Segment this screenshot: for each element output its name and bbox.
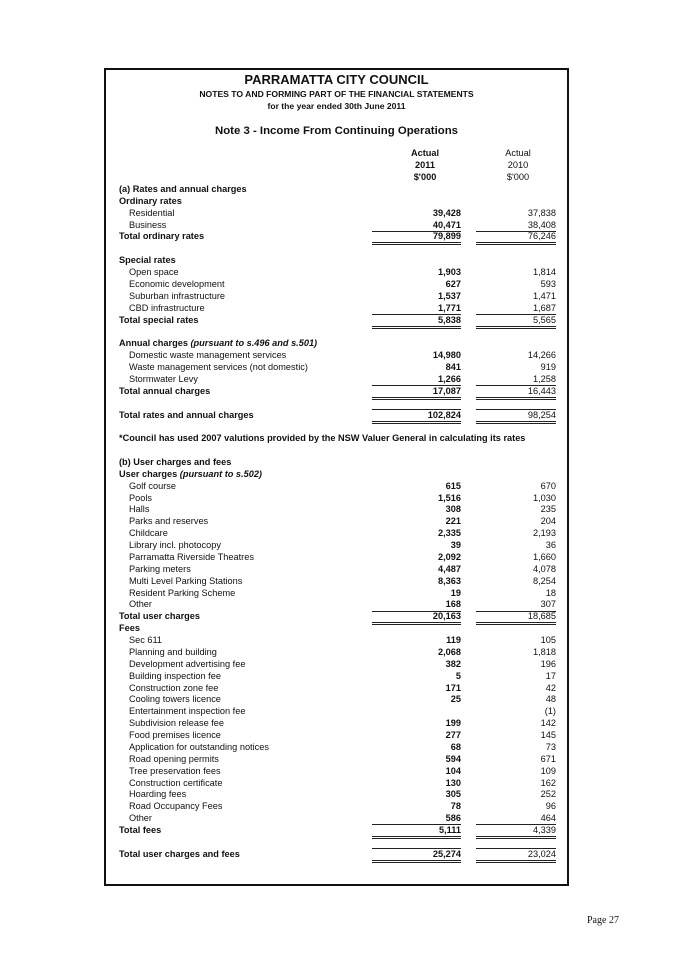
value-2010: 76,246 <box>527 231 556 242</box>
value-2010: 37,838 <box>527 207 556 218</box>
row-label: Total annual charges <box>119 385 211 396</box>
value-2010: 142 <box>540 718 556 729</box>
value-2011: 594 <box>445 753 461 764</box>
col-2011-unit: $'000 <box>413 172 437 182</box>
total-double-rule <box>476 397 556 400</box>
subtotal-rule <box>372 848 461 849</box>
subtotal-rule <box>372 611 461 612</box>
row-label: (a) Rates and annual charges <box>119 184 247 194</box>
value-2011: 305 <box>445 789 461 800</box>
row-label: Building inspection fee <box>129 670 221 681</box>
row-label: Construction certificate <box>129 777 223 788</box>
value-2011: 199 <box>445 718 461 729</box>
row-label: Library incl. photocopy <box>129 540 221 551</box>
value-2011: 277 <box>445 730 461 741</box>
value-2010: 109 <box>540 765 556 776</box>
row-label: Stormwater Levy <box>129 373 198 384</box>
value-2011: 14,980 <box>432 350 461 361</box>
value-2011: 5 <box>455 670 461 681</box>
row-label: User charges (pursuant to s.502) <box>119 468 262 479</box>
value-2010: 36 <box>545 540 556 551</box>
row-label: Ordinary rates <box>119 195 182 206</box>
value-2010: 1,814 <box>533 267 556 278</box>
value-2010: 4,339 <box>533 824 556 835</box>
row-label: Other <box>129 813 152 824</box>
col-2010-actual: Actual <box>505 148 531 158</box>
value-2011: 2,068 <box>438 646 461 657</box>
col-2010-unit: $'000 <box>506 172 530 182</box>
row-label: Total rates and annual charges <box>119 409 254 420</box>
subtotal-rule <box>476 231 556 232</box>
value-2011: 39,428 <box>432 207 461 218</box>
value-2010: 98,254 <box>527 409 556 420</box>
value-2010: 593 <box>540 278 556 289</box>
row-label: Road opening permits <box>129 753 219 764</box>
value-2011: 2,335 <box>438 528 461 539</box>
value-2010: 464 <box>540 813 556 824</box>
value-2010: 307 <box>540 599 556 610</box>
row-label: Residential <box>129 207 175 218</box>
row-label: Construction zone fee <box>129 682 219 693</box>
row-label: Domestic waste management services <box>129 350 287 361</box>
total-double-rule <box>476 421 556 424</box>
row-label: Sec 611 <box>129 635 163 646</box>
value-2010: 105 <box>540 635 556 646</box>
row-label: Tree preservation fees <box>129 765 221 776</box>
row-label: Suburban infrastructure <box>129 290 226 301</box>
subtotal-rule <box>476 824 556 825</box>
value-2010: 1,818 <box>533 646 556 657</box>
value-2010: 235 <box>540 504 556 515</box>
value-2010: 671 <box>540 753 556 764</box>
value-2010: 162 <box>540 777 556 788</box>
row-label: Childcare <box>129 528 168 539</box>
value-2011: 17,087 <box>432 385 461 396</box>
value-2010: 1,471 <box>533 290 556 301</box>
value-2011: 20,163 <box>432 611 461 622</box>
subtotal-rule <box>476 611 556 612</box>
row-label: Total user charges and fees <box>119 848 240 859</box>
value-2010: 17 <box>545 670 556 681</box>
row-label: Development advertising fee <box>129 658 246 669</box>
value-2011: 19 <box>450 587 461 598</box>
total-double-rule <box>372 421 461 424</box>
value-2010: 42 <box>545 682 556 693</box>
value-2011: 1,771 <box>438 302 461 313</box>
total-double-rule <box>372 836 461 839</box>
value-2011: 2,092 <box>438 551 461 562</box>
value-2011: 615 <box>445 480 461 491</box>
row-label: Halls <box>129 504 150 515</box>
row-label: Total ordinary rates <box>119 231 205 242</box>
value-2011: 119 <box>446 635 461 646</box>
row-label: Entertainment inspection fee <box>129 706 246 717</box>
row-label: Open space <box>129 267 179 278</box>
value-2011: 4,487 <box>438 563 461 574</box>
subtotal-rule <box>372 231 461 232</box>
subtotal-rule <box>476 848 556 849</box>
value-2010: 2,193 <box>533 528 556 539</box>
value-2010: 670 <box>540 480 556 491</box>
value-2010: 96 <box>545 801 556 812</box>
value-2011: 79,899 <box>432 231 461 242</box>
value-2010: 23,024 <box>527 848 556 859</box>
value-2010: (1) <box>544 706 556 717</box>
row-label: Subdivision release fee <box>129 718 224 729</box>
row-label: Total special rates <box>119 314 199 325</box>
row-label: Annual charges (pursuant to s.496 and s.501) <box>119 338 318 349</box>
value-2010: 145 <box>540 730 556 741</box>
value-2011: 1,266 <box>438 373 461 384</box>
value-2010: 8,254 <box>533 575 556 586</box>
council-name: PARRAMATTA CITY COUNCIL <box>244 72 429 87</box>
value-2011: 25,274 <box>432 848 461 859</box>
total-double-rule <box>476 860 556 863</box>
total-double-rule <box>372 860 461 863</box>
total-double-rule <box>372 397 461 400</box>
row-label: Planning and building <box>129 646 217 657</box>
value-2011: 1,903 <box>438 267 461 278</box>
col-2010-year: 2010 <box>507 160 529 170</box>
page-number: Page 27 <box>587 915 619 926</box>
subtotal-rule <box>476 385 556 386</box>
value-2011: 5,838 <box>438 314 461 325</box>
row-label: (b) User charges and fees <box>119 457 232 467</box>
row-label: CBD infrastructure <box>129 302 205 313</box>
total-double-rule <box>476 836 556 839</box>
value-2011: 221 <box>445 516 461 527</box>
value-2011: 40,471 <box>432 219 461 230</box>
subtotal-rule <box>476 314 556 315</box>
row-label: Parramatta Riverside Theatres <box>129 551 254 562</box>
row-label: Resident Parking Scheme <box>129 587 236 598</box>
col-2011-actual: Actual <box>410 148 440 158</box>
row-label: Economic development <box>129 278 225 289</box>
total-double-rule <box>476 242 556 245</box>
subtotal-rule <box>372 385 461 386</box>
subtotal-rule <box>372 824 461 825</box>
value-2011: 586 <box>445 813 461 824</box>
value-2011: 130 <box>445 777 461 788</box>
value-2010: 16,443 <box>527 385 556 396</box>
value-2011: 382 <box>445 658 461 669</box>
value-2011: 841 <box>445 362 461 373</box>
row-label: Pools <box>129 492 152 503</box>
value-2010: 204 <box>540 516 556 527</box>
row-label: Special rates <box>119 255 176 266</box>
value-2010: 14,266 <box>527 350 556 361</box>
value-2010: 73 <box>545 741 556 752</box>
value-2011: 5,111 <box>439 824 461 835</box>
total-double-rule <box>372 242 461 245</box>
total-double-rule <box>372 622 461 625</box>
row-label: Fees <box>119 623 140 634</box>
row-label: Multi Level Parking Stations <box>129 575 243 586</box>
value-2010: 196 <box>540 658 556 669</box>
value-2010: 4,078 <box>533 563 556 574</box>
value-2010: 18,685 <box>527 611 556 622</box>
row-label: Business <box>129 219 167 230</box>
value-2010: 1,030 <box>533 492 556 503</box>
subtotal-rule <box>372 314 461 315</box>
value-2010: 48 <box>545 694 556 705</box>
row-label: Other <box>129 599 152 610</box>
value-2011: 102,824 <box>427 409 461 420</box>
value-2011: 308 <box>445 504 461 515</box>
value-2010: 1,258 <box>533 373 556 384</box>
value-2010: 919 <box>540 362 556 373</box>
value-2010: 18 <box>545 587 556 598</box>
value-2011: 104 <box>445 765 461 776</box>
statement-period: for the year ended 30th June 2011 <box>267 101 406 111</box>
row-label: Waste management services (not domestic) <box>129 362 308 373</box>
row-label: Parks and reserves <box>129 516 209 527</box>
subtotal-rule <box>372 409 461 410</box>
row-label: Parking meters <box>129 563 191 574</box>
total-double-rule <box>476 622 556 625</box>
row-label: Food premises licence <box>129 730 221 741</box>
row-label: Hoarding fees <box>129 789 187 800</box>
value-2011: 78 <box>450 801 461 812</box>
value-2010: 1,687 <box>533 302 556 313</box>
row-label: Total user charges <box>119 611 201 622</box>
total-double-rule <box>372 326 461 329</box>
value-2010: 252 <box>540 789 556 800</box>
value-2011: 25 <box>450 694 461 705</box>
row-label: Application for outstanding notices <box>129 741 269 752</box>
value-2010: 5,565 <box>533 314 556 325</box>
value-2011: 627 <box>445 278 461 289</box>
value-2011: 171 <box>445 682 461 693</box>
statement-subtitle: NOTES TO AND FORMING PART OF THE FINANCIAL STATEMENTS <box>199 89 474 99</box>
value-2011: 1,516 <box>438 492 461 503</box>
value-2011: 1,537 <box>438 290 461 301</box>
row-label: Cooling towers licence <box>129 694 221 705</box>
value-2010: 1,660 <box>533 551 556 562</box>
row-label: Road Occupancy Fees <box>129 801 223 812</box>
total-double-rule <box>476 326 556 329</box>
subtotal-rule <box>476 409 556 410</box>
row-label: Total fees <box>119 824 162 835</box>
value-2011: 8,363 <box>438 575 461 586</box>
note-title: Note 3 - Income From Continuing Operations <box>214 125 458 137</box>
col-2011-year: 2011 <box>415 160 435 170</box>
rates-valuation-note: *Council has used 2007 valutions provided by the NSW Valuer General in calculating its rates <box>119 433 526 444</box>
value-2011: 68 <box>450 741 461 752</box>
value-2011: 168 <box>445 599 461 610</box>
value-2010: 38,408 <box>527 219 556 230</box>
row-label: Golf course <box>129 480 176 491</box>
value-2011: 39 <box>450 540 461 551</box>
